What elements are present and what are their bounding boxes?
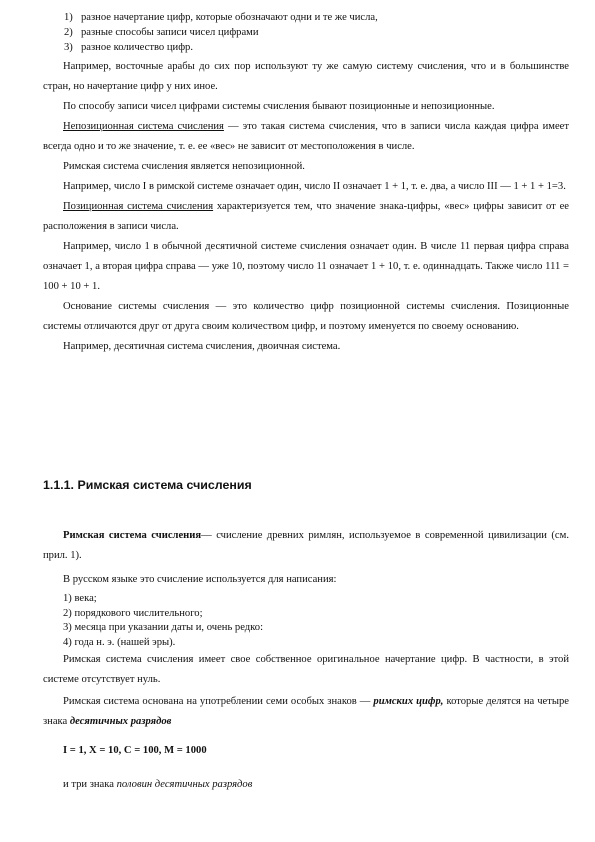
roman-intro-text: — счисление древних римлян, используемое в современной цивилизации (см. прил. 1). <box>43 530 569 561</box>
list-item: 4) года н. э. (нашей эры). <box>63 636 176 648</box>
list-item-text: разное начертание цифр, которые обозначают одни и те же числа, <box>81 12 378 23</box>
list-item <box>64 40 574 55</box>
three-signs-line <box>63 776 252 794</box>
paragraph-decimal-example: Например, число 1 в обычной десятичной системе счисления означает один. В числе 11 первая цифра справа означает 1, а вторая цифра справа — уже 10, поэтому число 11 означает 1 + 10, т. е. одиннадцать. Также число 111 = 100 + 10 + 1. <box>43 241 569 292</box>
usage-list <box>63 592 263 650</box>
list-item-number: 1) <box>64 12 73 23</box>
term-positional: Позиционная система счисления <box>63 201 214 212</box>
section-based-on <box>43 692 569 732</box>
paragraph-base-example: Например, десятичная система счисления, двоичная система. <box>63 341 341 352</box>
paragraph-own-digits: Римская система счисления имеет свое собственное оригинальное начертание цифр. В частности, в этой системе отсутствует нуль. <box>43 654 569 685</box>
term-half-decimal-ranks: половин десятичных разрядов <box>116 779 253 790</box>
list-item-text: разные способы записи чисел цифрами <box>81 27 259 38</box>
paragraph-base-definition: Основание системы счисления — это количество цифр позиционной системы счисления. Позиционные системы отличаются друг от друга своим количеством цифр, и поэтому именуется по своему основанию. <box>43 301 569 332</box>
positional-definition-text: характеризуется тем, что значение знака-цифры, «вес» цифры зависит от ее расположения в записи числа. <box>43 201 569 232</box>
based-on-text-a: Римская система основана на употреблении семи особых знаков — <box>63 696 374 707</box>
list-item <box>64 25 574 40</box>
term-roman-system: Римская система счисления <box>63 530 202 541</box>
section-body <box>43 650 569 690</box>
roman-formula: I = 1, X = 10, C = 100, M = 1000 <box>63 745 207 756</box>
paragraph-positional-definition <box>43 197 569 237</box>
list-item <box>64 10 574 25</box>
paragraph-roman-intro <box>43 526 569 566</box>
based-on-text-b: которые делятся на четыре знака <box>43 696 569 727</box>
list-item-text: разное количество цифр. <box>81 42 193 53</box>
section-intro <box>43 526 569 566</box>
term-nonpositional: Непозиционная система счисления <box>63 121 224 132</box>
paragraph-based-on <box>43 692 569 732</box>
usage-line: В русском языке это счисление используется для написания: <box>63 574 337 585</box>
list-item-number: 3) <box>64 42 73 53</box>
list-item-number: 2) <box>64 27 73 38</box>
paragraph-arabs: Например, восточные арабы до сих пор используют ту же самую систему счисления, что и в большинстве стран, но начертание цифр у них иное. <box>43 61 569 92</box>
list-item: 2) порядкового числительного; <box>63 607 203 619</box>
list-item: 1) века; <box>63 593 97 604</box>
list-item: 3) месяца при указании даты и, очень редко: <box>63 622 264 633</box>
paragraph-nonpositional-definition <box>43 117 569 157</box>
body-text <box>43 57 569 357</box>
paragraph-roman-nonpositional: Римская система счисления является непозиционной. <box>63 161 305 172</box>
paragraph-roman-example: Например, число I в римской системе означает один, число II означает 1 + 1, т. е. два, а число III — 1 + 1 + 1=3. <box>63 181 566 192</box>
nonpositional-definition-text: — это такая система счисления, что в записи числа каждая цифра имеет всегда одно и то же значение, т. е. ее «вес» не зависит от местоположения в числе. <box>43 121 569 152</box>
section-heading: 1.1.1. Римская система счисления <box>43 478 252 492</box>
numbered-list <box>64 10 574 55</box>
paragraph-positional-types: По способу записи чисел цифрами системы счисления бывают позиционные и непозиционные. <box>63 101 495 112</box>
term-roman-digits: римских цифр, <box>373 696 444 707</box>
three-signs-text: и три знака <box>63 779 117 790</box>
term-decimal-ranks: десятичных разрядов <box>69 716 172 727</box>
